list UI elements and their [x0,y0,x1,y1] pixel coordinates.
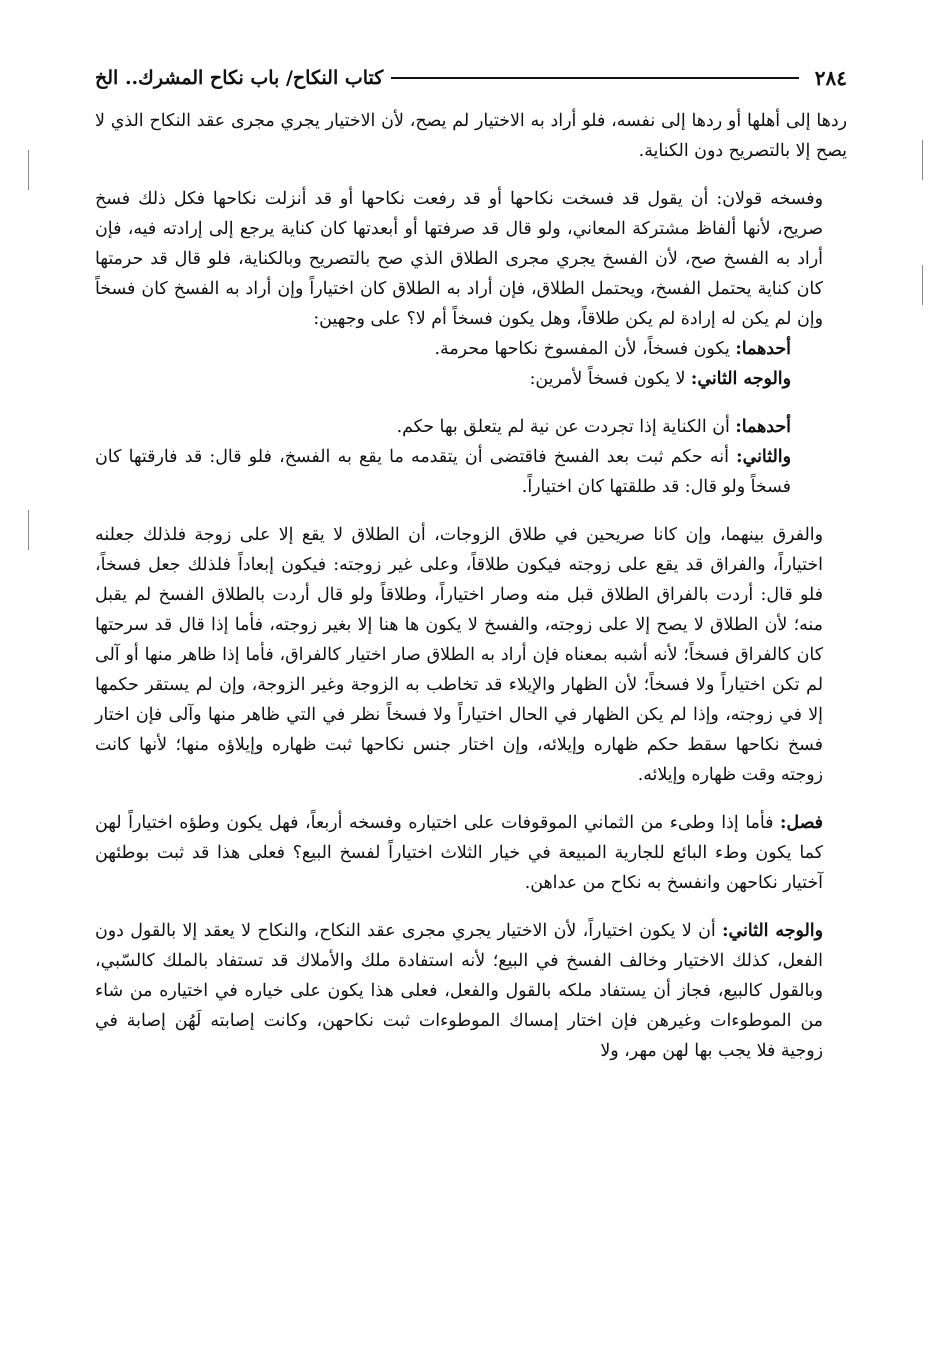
paragraph: أحدهما: أن الكناية إذا تجردت عن نية لم يتعلق بها حكم. [396,417,791,437]
paragraph: والوجه الثاني: لا يكون فسخاً لأمرين: [529,369,791,389]
scan-margin-mark [28,510,29,550]
paragraph: والثاني: أنه حكم ثبت بعد الفسخ فاقتضى أن يتقدمه ما يقع به الفسخ، فلو قال: قد فارقتها كان فسخاً ولو قال: قد طلقتها كان اختياراً. [95,447,791,497]
paragraph: والوجه الثاني: أن لا يكون اختياراً، لأن الاختيار يجري مجرى عقد النكاح، والنكاح لا يعقد إلا بالقول دون الفعل، كذلك الاختيار وخالف الفسخ في البيع؛ لأنه استفادة ملك والأملاك قد تستفاد بالملك كالسّبي، وبالقول كالبيع، فجاز أن يستفاد ملكه بالقول والفعل، فعلى هذا يكون على خياره في اختياره من شاء من الموطوءات وغيرهن فإن اختار إمساك الموطوءات ثبت نكاحهن، وكانت إصابته لَهُن إصابة في زوجية فلا يجب بها لهن مهر، ولا [95,921,823,1061]
page-header [95,58,847,98]
scan-margin-mark [28,150,29,190]
page-body [95,106,847,1066]
paragraph: فصل: فأما إذا وطىء من الثماني الموقوفات على اختياره وفسخه أربعاً، فهل يكون وطؤه اختياراً لهن كما يكون وطء البائع للجارية المبيعة في خيار الثلاث اختياراً لفسخ البيع؟ فعلى هذا قد ثبت بوطئهن آختيار نكاحهن وانفسخ به نكاح من عداهن. [95,813,823,893]
paragraph: أحدهما: يكون فسخاً، لأن المفسوخ نكاحها محرمة. [434,339,791,359]
paragraph: وفسخه قولان: أن يقول قد فسخت نكاحها أو قد رفعت نكاحها أو قد أنزلت نكاحها فكل ذلك فسخ صريح، لأنها ألفاظ مشتركة المعاني، ولو قال قد صرفتها أو أبعدتها كان كناية يرجع إلى إرادته فيه، فإن أراد به الفسخ صح، لأن الفسخ يجري مجرى الطلاق الذي صح بالتصريح وبالكناية، فلو قال قد حرمتها كان كناية يحتمل الفسخ، ويحتمل الطلاق، فإن أراد به الطلاق كان اختياراً وإن أراد به الفسخ كان فسخاً وإن لم يكن له إرادة لم يكن طلاقاً، وهل يكون فسخاً أم لا؟ على وجهين: [95,189,823,329]
header-rule [391,77,798,79]
page-number: ٢٨٤ [814,66,847,90]
scan-margin-mark [922,140,923,180]
paragraph: والفرق بينهما، وإن كانا صريحين في طلاق الزوجات، أن الطلاق لا يقع إلا على زوجة فلذلك جعلنه اختياراً، والفراق قد يقع على زوجته فيكون طلاقاً، وعلى غير زوجته: فيكون إبعاداً فلذلك جعل فسخاً، فلو قال: أردت بالفراق الطلاق قبل منه وصار اختياراً، وطلاقاً ولو قال أردت بالطلاق الفسخ لم يقبل منه؛ لأن الطلاق لا يصح إلا على زوجته، والفسخ لا يكون ها هنا إلا بغير زوجته، فأما إذا قال قد سرحتها كان كالفراق فسخاً؛ لأنه أشبه بمعناه فإن أراد به الطلاق صار اختيار كالفراق، فأما إذا ظاهر منها أو آلى لم تكن اختياراً ولا فسخاً؛ لأن الظهار والإيلاء قد تخاطب به الزوجة وغير الزوجة، وإن لم يستقر حكمها إلا في زوجته، وإذا لم يكن الظهار في الحال اختياراً ولا فسخاً نظر في التي ظاهر منها وآلى فإن اختار فسخ نكاحها سقط حكم ظهاره وإيلائه، وإن اختار جنس نكاحها ثبت ظهاره وإيلاؤه منها؛ لأنها كانت زوجته وقت ظهاره وإيلائه. [95,525,823,785]
paragraph: ردها إلى أهلها أو ردها إلى نفسه، فلو أراد به الاختيار لم يصح، لأن الاختيار يجري مجرى عقد النكاح الذي لا يصح إلا بالتصريح دون الكناية. [95,111,847,161]
scan-margin-mark [922,265,923,305]
running-title: كتاب النكاح/ باب نكاح المشرك.. الخ [95,67,384,89]
page [95,58,847,1358]
